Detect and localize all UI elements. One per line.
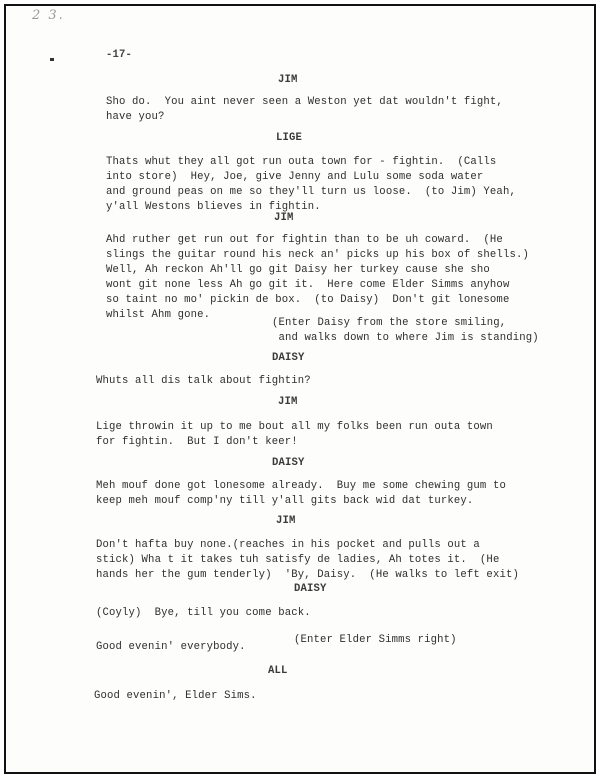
speaker-label: JIM [278, 74, 298, 86]
dialogue-line: hands her the gum tenderly) 'By, Daisy. (He walks to left exit) [96, 569, 519, 581]
stage-direction: (Enter Daisy from the store smiling, [272, 317, 507, 329]
dialogue-line: Good evenin' everybody. [96, 641, 246, 653]
speaker-label: ALL [268, 665, 288, 677]
stage-direction: and walks down to where Jim is standing) [272, 332, 539, 344]
dialogue-line: Well, Ah reckon Ah'll go git Daisy her turkey cause she sho [106, 264, 490, 276]
dialogue-line: Don't hafta buy none.(reaches in his pocket and pulls out a [96, 539, 480, 551]
dialogue-line: slings the guitar round his neck an' picks up his box of shells.) [106, 249, 529, 261]
speaker-label: DAISY [294, 583, 327, 595]
speaker-label: JIM [274, 212, 294, 224]
speaker-label: JIM [276, 515, 296, 527]
dialogue-line: (Coyly) Bye, till you come back. [96, 607, 311, 619]
dialogue-line: Good evenin', Elder Sims. [94, 690, 257, 702]
speaker-label: DAISY [272, 457, 305, 469]
dialogue-line: for fightin. But I don't keer! [96, 436, 298, 448]
stage-direction: (Enter Elder Simms right) [294, 634, 457, 646]
dialogue-line: into store) Hey, Joe, give Jenny and Lulu some soda water [106, 171, 484, 183]
speaker-label: JIM [278, 396, 298, 408]
dialogue-line: Meh mouf done got lonesome already. Buy me some chewing gum to [96, 480, 506, 492]
speaker-label: LIGE [276, 132, 303, 144]
page-number: -17- [106, 49, 133, 61]
speaker-label: DAISY [272, 352, 305, 364]
dialogue-line: stick) Wha t it takes tuh satisfy de ladies, Ah totes it. (He [96, 554, 500, 566]
dialogue-line: Ahd ruther get run out for fightin than to be uh coward. (He [106, 234, 503, 246]
handwritten-page-number: 2 3. [32, 8, 65, 23]
typescript-page [4, 4, 596, 774]
dialogue-line: Thats whut they all got run outa town for - fightin. (Calls [106, 156, 497, 168]
dialogue-line: whilst Ahm gone. [106, 309, 211, 321]
ink-mark [50, 58, 54, 61]
dialogue-line: keep meh mouf comp'ny till y'all gits back wid dat turkey. [96, 495, 474, 507]
dialogue-line: and ground peas on me so they'll turn us loose. (to Jim) Yeah, [106, 186, 516, 198]
dialogue-line: so taint no mo' pickin de box. (to Daisy) Don't git lonesome [106, 294, 510, 306]
dialogue-line: y'all Westons blieves in fightin. [106, 201, 321, 213]
dialogue-line: Whuts all dis talk about fightin? [96, 375, 311, 387]
dialogue-line: Lige throwin it up to me bout all my folks been run outa town [96, 421, 493, 433]
dialogue-line: wont git none less Ah go git it. Here come Elder Simms anyhow [106, 279, 510, 291]
dialogue-line: Sho do. You aint never seen a Weston yet dat wouldn't fight, [106, 96, 503, 108]
dialogue-line: have you? [106, 111, 165, 123]
